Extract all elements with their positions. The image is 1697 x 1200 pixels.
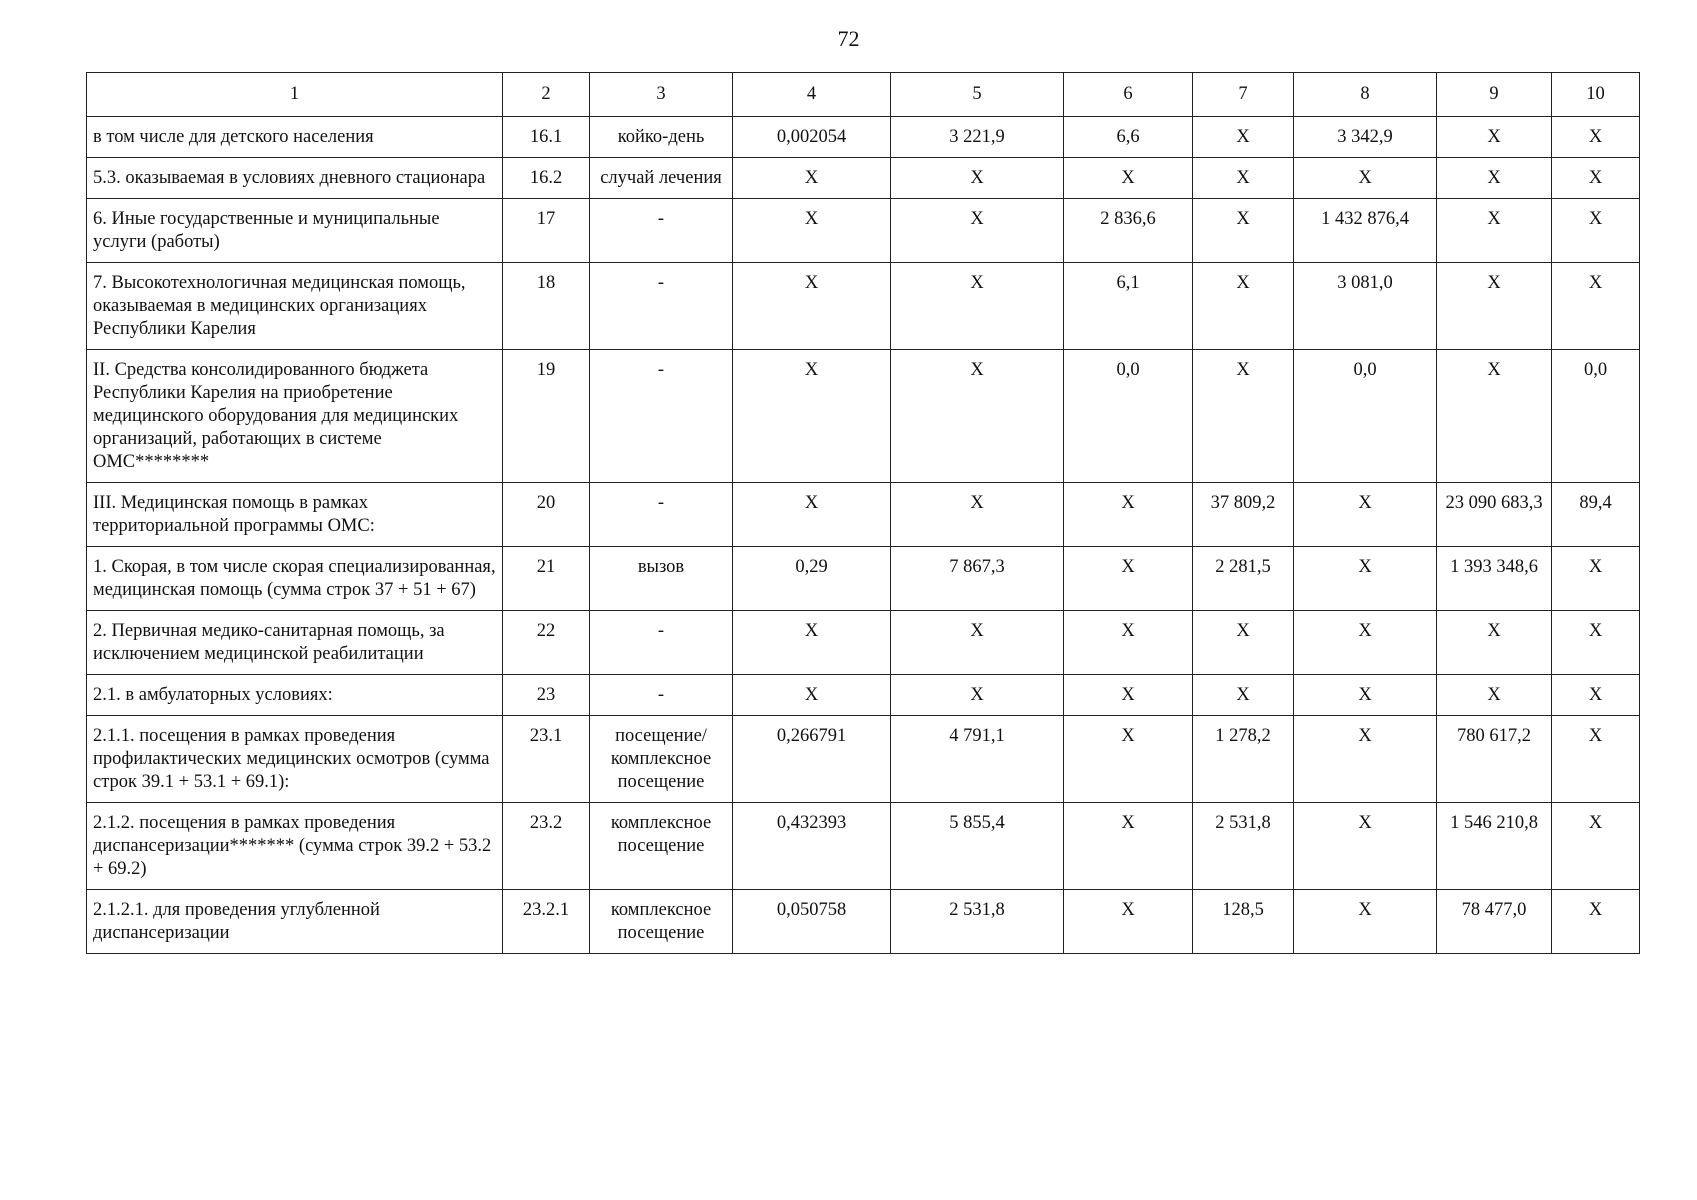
row-code-cell: 16.2 bbox=[503, 158, 590, 199]
row-code-cell: 22 bbox=[503, 611, 590, 675]
header-row bbox=[87, 73, 1640, 117]
row-name-cell: в том числе для детского населения bbox=[87, 117, 503, 158]
column-header: 2 bbox=[503, 73, 590, 117]
value-cell-c8: Х bbox=[1294, 803, 1437, 890]
row-code-cell: 23 bbox=[503, 675, 590, 716]
value-cell-c5: Х bbox=[891, 483, 1064, 547]
value-cell-c8: 1 432 876,4 bbox=[1294, 199, 1437, 263]
row-unit-cell: комплексное посещение bbox=[590, 890, 733, 954]
value-cell-c7: Х bbox=[1193, 263, 1294, 350]
value-cell-c9: 1 546 210,8 bbox=[1437, 803, 1552, 890]
value-cell-c6: 2 836,6 bbox=[1064, 199, 1193, 263]
value-cell-c7: Х bbox=[1193, 158, 1294, 199]
row-name-cell: 2.1.1. посещения в рамках проведения профилактических медицинских осмотров (сумма строк 39.1 + 53.1 + 69.1): bbox=[87, 716, 503, 803]
value-cell-c9: Х bbox=[1437, 611, 1552, 675]
value-cell-c9: Х bbox=[1437, 675, 1552, 716]
value-cell-c10: Х bbox=[1552, 547, 1640, 611]
value-cell-c9: Х bbox=[1437, 158, 1552, 199]
value-cell-c7: 2 281,5 bbox=[1193, 547, 1294, 611]
value-cell-c8: 3 342,9 bbox=[1294, 117, 1437, 158]
column-header: 10 bbox=[1552, 73, 1640, 117]
row-name-cell: 2.1.2. посещения в рамках проведения диспансеризации******* (сумма строк 39.2 + 53.2 + 69.2) bbox=[87, 803, 503, 890]
row-unit-cell: случай лечения bbox=[590, 158, 733, 199]
table-row bbox=[87, 890, 1640, 954]
column-header: 1 bbox=[87, 73, 503, 117]
row-unit-cell: посещение/ комплексное посещение bbox=[590, 716, 733, 803]
value-cell-c4: 0,050758 bbox=[733, 890, 891, 954]
table-row bbox=[87, 547, 1640, 611]
value-cell-c7: 37 809,2 bbox=[1193, 483, 1294, 547]
row-unit-cell: - bbox=[590, 611, 733, 675]
value-cell-c9: 1 393 348,6 bbox=[1437, 547, 1552, 611]
row-unit-cell: - bbox=[590, 350, 733, 483]
value-cell-c6: Х bbox=[1064, 675, 1193, 716]
value-cell-c6: Х bbox=[1064, 158, 1193, 199]
value-cell-c5: Х bbox=[891, 158, 1064, 199]
value-cell-c10: 89,4 bbox=[1552, 483, 1640, 547]
value-cell-c10: Х bbox=[1552, 199, 1640, 263]
row-name-cell: 5.3. оказываемая в условиях дневного стационара bbox=[87, 158, 503, 199]
value-cell-c6: Х bbox=[1064, 483, 1193, 547]
value-cell-c4: Х bbox=[733, 675, 891, 716]
value-cell-c8: Х bbox=[1294, 483, 1437, 547]
value-cell-c5: Х bbox=[891, 611, 1064, 675]
row-name-cell: II. Средства консолидированного бюджета Республики Карелия на приобретение медицинского оборудования для медицинских организаций, работающих в системе ОМС******** bbox=[87, 350, 503, 483]
table-row bbox=[87, 803, 1640, 890]
value-cell-c4: Х bbox=[733, 199, 891, 263]
table-row bbox=[87, 716, 1640, 803]
value-cell-c9: Х bbox=[1437, 117, 1552, 158]
row-code-cell: 16.1 bbox=[503, 117, 590, 158]
row-code-cell: 23.1 bbox=[503, 716, 590, 803]
value-cell-c4: Х bbox=[733, 158, 891, 199]
value-cell-c7: 128,5 bbox=[1193, 890, 1294, 954]
value-cell-c9: 78 477,0 bbox=[1437, 890, 1552, 954]
row-code-cell: 19 bbox=[503, 350, 590, 483]
value-cell-c5: Х bbox=[891, 199, 1064, 263]
value-cell-c5: 4 791,1 bbox=[891, 716, 1064, 803]
value-cell-c10: 0,0 bbox=[1552, 350, 1640, 483]
value-cell-c8: Х bbox=[1294, 611, 1437, 675]
row-unit-cell: - bbox=[590, 483, 733, 547]
value-cell-c8: Х bbox=[1294, 158, 1437, 199]
value-cell-c7: Х bbox=[1193, 675, 1294, 716]
value-cell-c6: Х bbox=[1064, 547, 1193, 611]
value-cell-c9: 23 090 683,3 bbox=[1437, 483, 1552, 547]
row-name-cell: 2. Первичная медико-санитарная помощь, за исключением медицинской реабилитации bbox=[87, 611, 503, 675]
row-name-cell: 6. Иные государственные и муниципальные услуги (работы) bbox=[87, 199, 503, 263]
table-row bbox=[87, 199, 1640, 263]
row-name-cell: 7. Высокотехнологичная медицинская помощь, оказываемая в медицинских организациях Республики Карелия bbox=[87, 263, 503, 350]
row-unit-cell: комплексное посещение bbox=[590, 803, 733, 890]
value-cell-c10: Х bbox=[1552, 611, 1640, 675]
table-row bbox=[87, 117, 1640, 158]
value-cell-c5: 2 531,8 bbox=[891, 890, 1064, 954]
value-cell-c10: Х bbox=[1552, 158, 1640, 199]
value-cell-c8: Х bbox=[1294, 547, 1437, 611]
column-header: 6 bbox=[1064, 73, 1193, 117]
value-cell-c4: 0,002054 bbox=[733, 117, 891, 158]
value-cell-c7: Х bbox=[1193, 199, 1294, 263]
row-unit-cell: - bbox=[590, 263, 733, 350]
page-number: 72 bbox=[837, 26, 860, 51]
value-cell-c7: Х bbox=[1193, 350, 1294, 483]
value-cell-c5: 3 221,9 bbox=[891, 117, 1064, 158]
value-cell-c10: Х bbox=[1552, 890, 1640, 954]
value-cell-c6: Х bbox=[1064, 890, 1193, 954]
value-cell-c5: Х bbox=[891, 675, 1064, 716]
column-header: 9 bbox=[1437, 73, 1552, 117]
value-cell-c8: 3 081,0 bbox=[1294, 263, 1437, 350]
value-cell-c5: Х bbox=[891, 263, 1064, 350]
row-name-cell: 2.1.2.1. для проведения углубленной диспансеризации bbox=[87, 890, 503, 954]
value-cell-c6: 6,6 bbox=[1064, 117, 1193, 158]
row-code-cell: 20 bbox=[503, 483, 590, 547]
row-code-cell: 18 bbox=[503, 263, 590, 350]
value-cell-c9: 780 617,2 bbox=[1437, 716, 1552, 803]
column-header: 3 bbox=[590, 73, 733, 117]
column-header: 7 bbox=[1193, 73, 1294, 117]
table-row bbox=[87, 263, 1640, 350]
value-cell-c8: Х bbox=[1294, 716, 1437, 803]
value-cell-c4: 0,29 bbox=[733, 547, 891, 611]
value-cell-c5: Х bbox=[891, 350, 1064, 483]
row-name-cell: 2.1. в амбулаторных условиях: bbox=[87, 675, 503, 716]
value-cell-c4: 0,432393 bbox=[733, 803, 891, 890]
column-header: 4 bbox=[733, 73, 891, 117]
value-cell-c8: Х bbox=[1294, 675, 1437, 716]
row-unit-cell: койко-день bbox=[590, 117, 733, 158]
value-cell-c4: Х bbox=[733, 483, 891, 547]
data-table bbox=[86, 72, 1640, 954]
value-cell-c6: 6,1 bbox=[1064, 263, 1193, 350]
table-row bbox=[87, 350, 1640, 483]
value-cell-c10: Х bbox=[1552, 803, 1640, 890]
row-code-cell: 21 bbox=[503, 547, 590, 611]
value-cell-c10: Х bbox=[1552, 117, 1640, 158]
value-cell-c4: Х bbox=[733, 263, 891, 350]
value-cell-c4: Х bbox=[733, 611, 891, 675]
table-row bbox=[87, 675, 1640, 716]
column-header: 5 bbox=[891, 73, 1064, 117]
row-code-cell: 17 bbox=[503, 199, 590, 263]
value-cell-c5: 7 867,3 bbox=[891, 547, 1064, 611]
row-code-cell: 23.2 bbox=[503, 803, 590, 890]
row-name-cell: 1. Скорая, в том числе скорая специализированная, медицинская помощь (сумма строк 37 + 51 + 67) bbox=[87, 547, 503, 611]
value-cell-c6: Х bbox=[1064, 716, 1193, 803]
table-row bbox=[87, 158, 1640, 199]
row-unit-cell: вызов bbox=[590, 547, 733, 611]
row-unit-cell: - bbox=[590, 199, 733, 263]
value-cell-c6: Х bbox=[1064, 611, 1193, 675]
value-cell-c6: Х bbox=[1064, 803, 1193, 890]
value-cell-c7: 1 278,2 bbox=[1193, 716, 1294, 803]
value-cell-c8: 0,0 bbox=[1294, 350, 1437, 483]
row-unit-cell: - bbox=[590, 675, 733, 716]
table-row bbox=[87, 483, 1640, 547]
table-row bbox=[87, 611, 1640, 675]
value-cell-c7: 2 531,8 bbox=[1193, 803, 1294, 890]
value-cell-c9: Х bbox=[1437, 199, 1552, 263]
value-cell-c7: Х bbox=[1193, 611, 1294, 675]
value-cell-c10: Х bbox=[1552, 716, 1640, 803]
value-cell-c4: 0,266791 bbox=[733, 716, 891, 803]
row-name-cell: III. Медицинская помощь в рамках территориальной программы ОМС: bbox=[87, 483, 503, 547]
value-cell-c9: Х bbox=[1437, 263, 1552, 350]
row-code-cell: 23.2.1 bbox=[503, 890, 590, 954]
value-cell-c8: Х bbox=[1294, 890, 1437, 954]
value-cell-c9: Х bbox=[1437, 350, 1552, 483]
value-cell-c4: Х bbox=[733, 350, 891, 483]
value-cell-c6: 0,0 bbox=[1064, 350, 1193, 483]
value-cell-c5: 5 855,4 bbox=[891, 803, 1064, 890]
value-cell-c7: Х bbox=[1193, 117, 1294, 158]
value-cell-c10: Х bbox=[1552, 263, 1640, 350]
column-header: 8 bbox=[1294, 73, 1437, 117]
value-cell-c10: Х bbox=[1552, 675, 1640, 716]
